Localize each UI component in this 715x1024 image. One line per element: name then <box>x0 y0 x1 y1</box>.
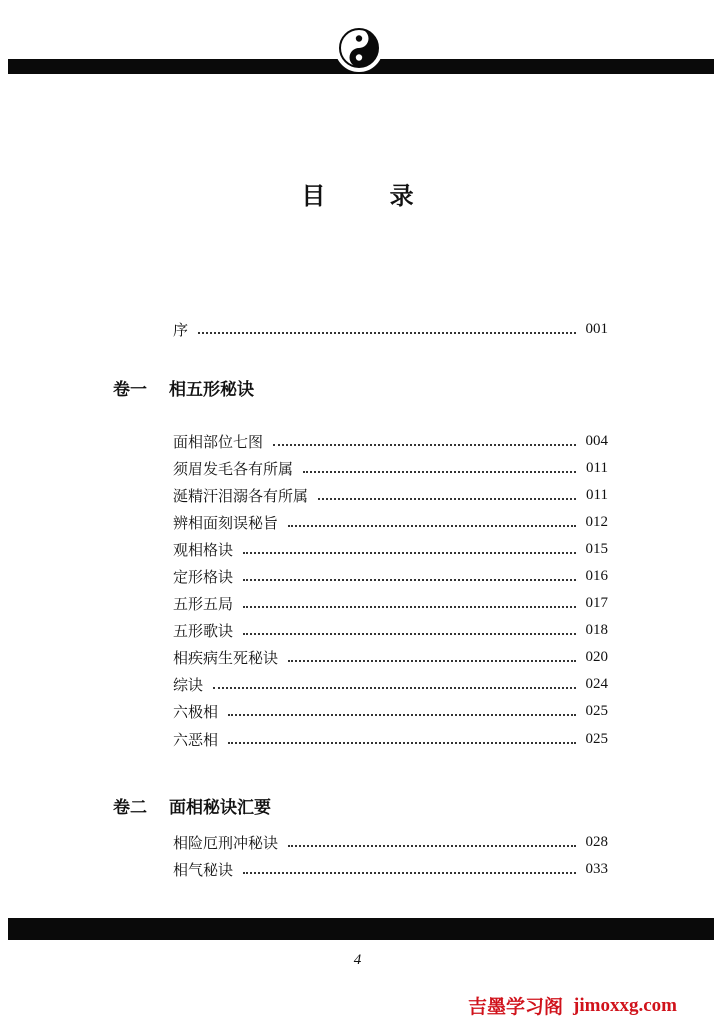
dot-leader <box>243 552 575 554</box>
watermark-url: jimoxxg.com <box>573 994 677 1016</box>
site-watermark <box>468 992 677 1019</box>
toc-entry-label: 五形五局 <box>173 594 234 613</box>
toc-page-number: 011 <box>586 486 608 503</box>
toc-entry-label: 相气秘诀 <box>173 860 234 879</box>
yin-yang-icon <box>335 24 383 72</box>
toc-entry-label: 序 <box>173 320 189 339</box>
toc-entry[interactable] <box>173 700 608 722</box>
toc-page-number: 004 <box>585 432 608 449</box>
toc-entry[interactable] <box>173 511 608 533</box>
toc-page-number: 018 <box>585 621 608 638</box>
toc-entry[interactable] <box>173 646 608 668</box>
toc-page-number: 025 <box>585 702 608 719</box>
toc-entry[interactable] <box>173 457 608 479</box>
toc-entry-preface[interactable] <box>173 318 608 340</box>
toc-page-number: 028 <box>585 833 608 850</box>
toc-page-number: 033 <box>585 860 608 877</box>
toc-entry[interactable] <box>173 619 608 641</box>
toc-page-number: 020 <box>585 648 608 665</box>
dot-leader <box>243 579 575 581</box>
toc-page-number: 025 <box>585 730 608 747</box>
toc-entry[interactable] <box>173 728 608 750</box>
toc-entry-label: 五形歌诀 <box>173 621 234 640</box>
toc-page-number: 015 <box>585 540 608 557</box>
section-heading-volume-1 <box>113 374 254 400</box>
toc-entry[interactable] <box>173 673 608 695</box>
toc-entry-label: 涎精汗泪溺各有所属 <box>173 486 309 505</box>
dot-leader <box>243 606 575 608</box>
toc-entry-label: 辨相面刻误秘旨 <box>173 513 279 532</box>
toc-entry[interactable] <box>173 484 608 506</box>
dot-leader <box>243 872 575 874</box>
toc-page-number: 024 <box>585 675 608 692</box>
toc-entry-label: 观相格诀 <box>173 540 234 559</box>
toc-entry[interactable] <box>173 831 608 853</box>
volume-number: 卷一 <box>113 379 147 400</box>
toc-page-number: 016 <box>585 567 608 584</box>
dot-leader <box>228 714 575 716</box>
toc-entry[interactable] <box>173 565 608 587</box>
toc-page-number: 012 <box>585 513 608 530</box>
page-title: 目 录 <box>301 182 442 210</box>
dot-leader <box>243 633 575 635</box>
dot-leader <box>288 845 575 847</box>
toc-entry[interactable] <box>173 430 608 452</box>
toc-entry-label: 须眉发毛各有所属 <box>173 459 294 478</box>
toc-page-number: 001 <box>585 320 608 337</box>
dot-leader <box>228 742 575 744</box>
toc-entry-label: 综诀 <box>173 675 204 694</box>
dot-leader <box>303 471 576 473</box>
section-heading-volume-2 <box>113 792 271 818</box>
volume-title: 相五形秘诀 <box>169 379 254 400</box>
dot-leader <box>213 687 575 689</box>
dot-leader <box>198 332 575 334</box>
toc-entry-label: 相疾病生死秘诀 <box>173 648 279 667</box>
toc-entry-label: 相险厄刑冲秘诀 <box>173 833 279 852</box>
toc-entry[interactable] <box>173 858 608 880</box>
footer-rule <box>8 918 714 940</box>
dot-leader <box>288 660 575 662</box>
volume-title: 面相秘诀汇要 <box>169 797 271 818</box>
toc-page-number: 011 <box>586 459 608 476</box>
toc-entry-label: 六极相 <box>173 702 219 721</box>
toc-entry-label: 定形格诀 <box>173 567 234 586</box>
dot-leader <box>273 444 575 446</box>
toc-entry-label: 面相部位七图 <box>173 432 264 451</box>
watermark-name: 吉墨学习阁 <box>468 996 564 1018</box>
toc-entry[interactable] <box>173 538 608 560</box>
volume-number: 卷二 <box>113 797 147 818</box>
dot-leader <box>318 498 576 500</box>
dot-leader <box>288 525 575 527</box>
toc-page-number: 017 <box>585 594 608 611</box>
toc-entry-label: 六恶相 <box>173 730 219 749</box>
page-number: 4 <box>353 952 362 968</box>
toc-entry[interactable] <box>173 592 608 614</box>
